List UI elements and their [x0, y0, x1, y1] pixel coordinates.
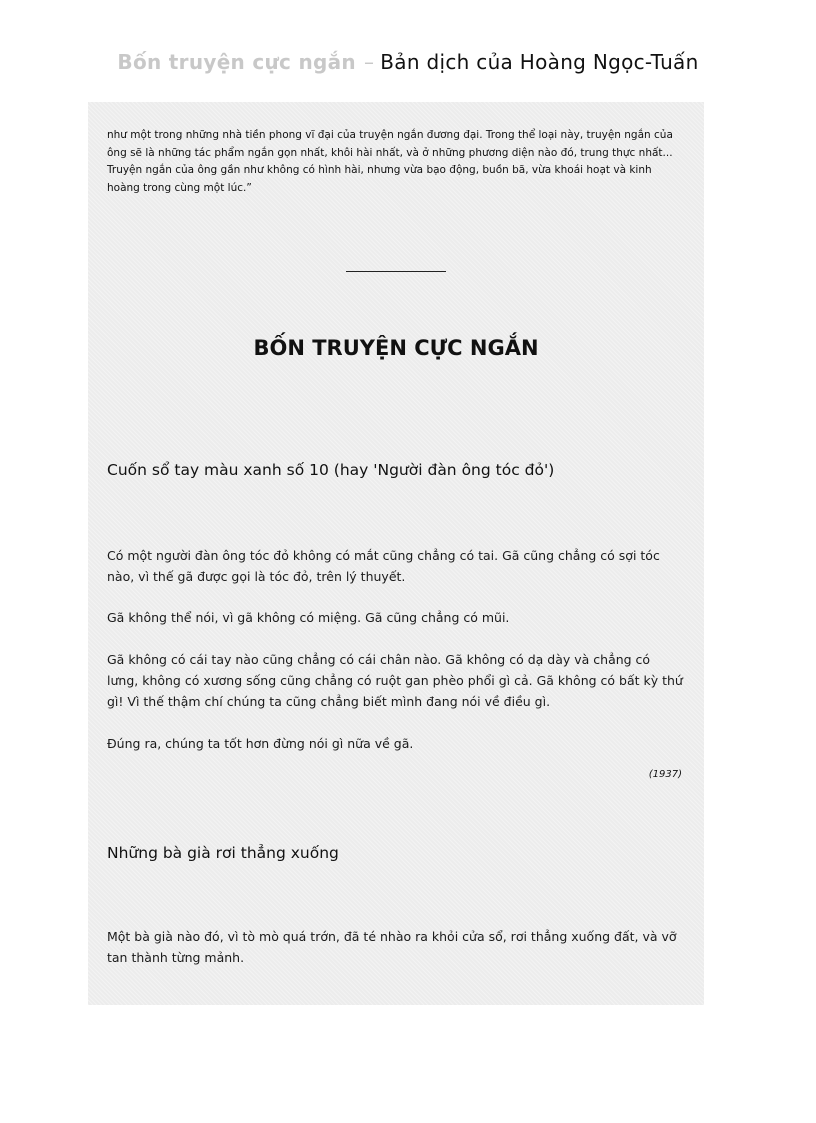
- story-1-year: (1937): [648, 769, 682, 780]
- intro-paragraph: như một trong những nhà tiền phong vĩ đại của truyện ngắn đương đại. Trong thể loại này, truyện ngắn của ông sẽ là những tác phẩm ngắn gọn nhất, khôi hài nhất, và ở những phương diện nào đó, trung thực nhất... Truyện ngắn của ông gần như không có hình hài, nhưng vừa bạo động, buồn bã, vừa khoái hoạt và kinh hoàng trong cùng một lúc.”: [107, 129, 673, 194]
- story-1-paragraph-4: Đúng ra, chúng ta tốt hơn đừng nói gì nữa về gã.: [107, 736, 414, 751]
- story-2-paragraph-1: Một bà già nào đó, vì tò mò quá trớn, đã té nhào ra khỏi cửa sổ, rơi thẳng xuống đất, và vỡ tan thành từng mảnh.: [107, 929, 677, 965]
- document-header: [0, 50, 816, 74]
- story-1-paragraph-1: Có một người đàn ông tóc đỏ không có mắt cũng chẳng có tai. Gã cũng chẳng có sợi tóc nào, vì thế gã được gọi là tóc đỏ, trên lý thuyết.: [107, 548, 660, 584]
- story-1-paragraph-2: Gã không thể nói, vì gã không có miệng. Gã cũng chẳng có mũi.: [107, 610, 510, 625]
- header-separator: –: [363, 50, 375, 74]
- header-book-title: Bốn truyện cực ngắn: [117, 50, 356, 74]
- page-content: [88, 102, 704, 1005]
- header-translator: Bản dịch của Hoàng Ngọc-Tuấn: [380, 50, 699, 74]
- story-2-title: Những bà già rơi thẳng xuống: [107, 844, 339, 862]
- story-1-title: Cuốn sổ tay màu xanh số 10 (hay 'Người đàn ông tóc đỏ'): [107, 461, 555, 479]
- story-1-paragraph-3: Gã không có cái tay nào cũng chẳng có cái chân nào. Gã không có dạ dày và chẳng có lưng, không có xương sống cũng chẳng có ruột gan phèo phổi gì cả. Gã không có bất kỳ thứ gì! Vì thế thậm chí chúng ta cũng chẳng biết mình đang nói về điều gì.: [107, 652, 683, 709]
- section-divider: [346, 271, 446, 272]
- main-title: BỐN TRUYỆN CỰC NGẮN: [253, 336, 539, 360]
